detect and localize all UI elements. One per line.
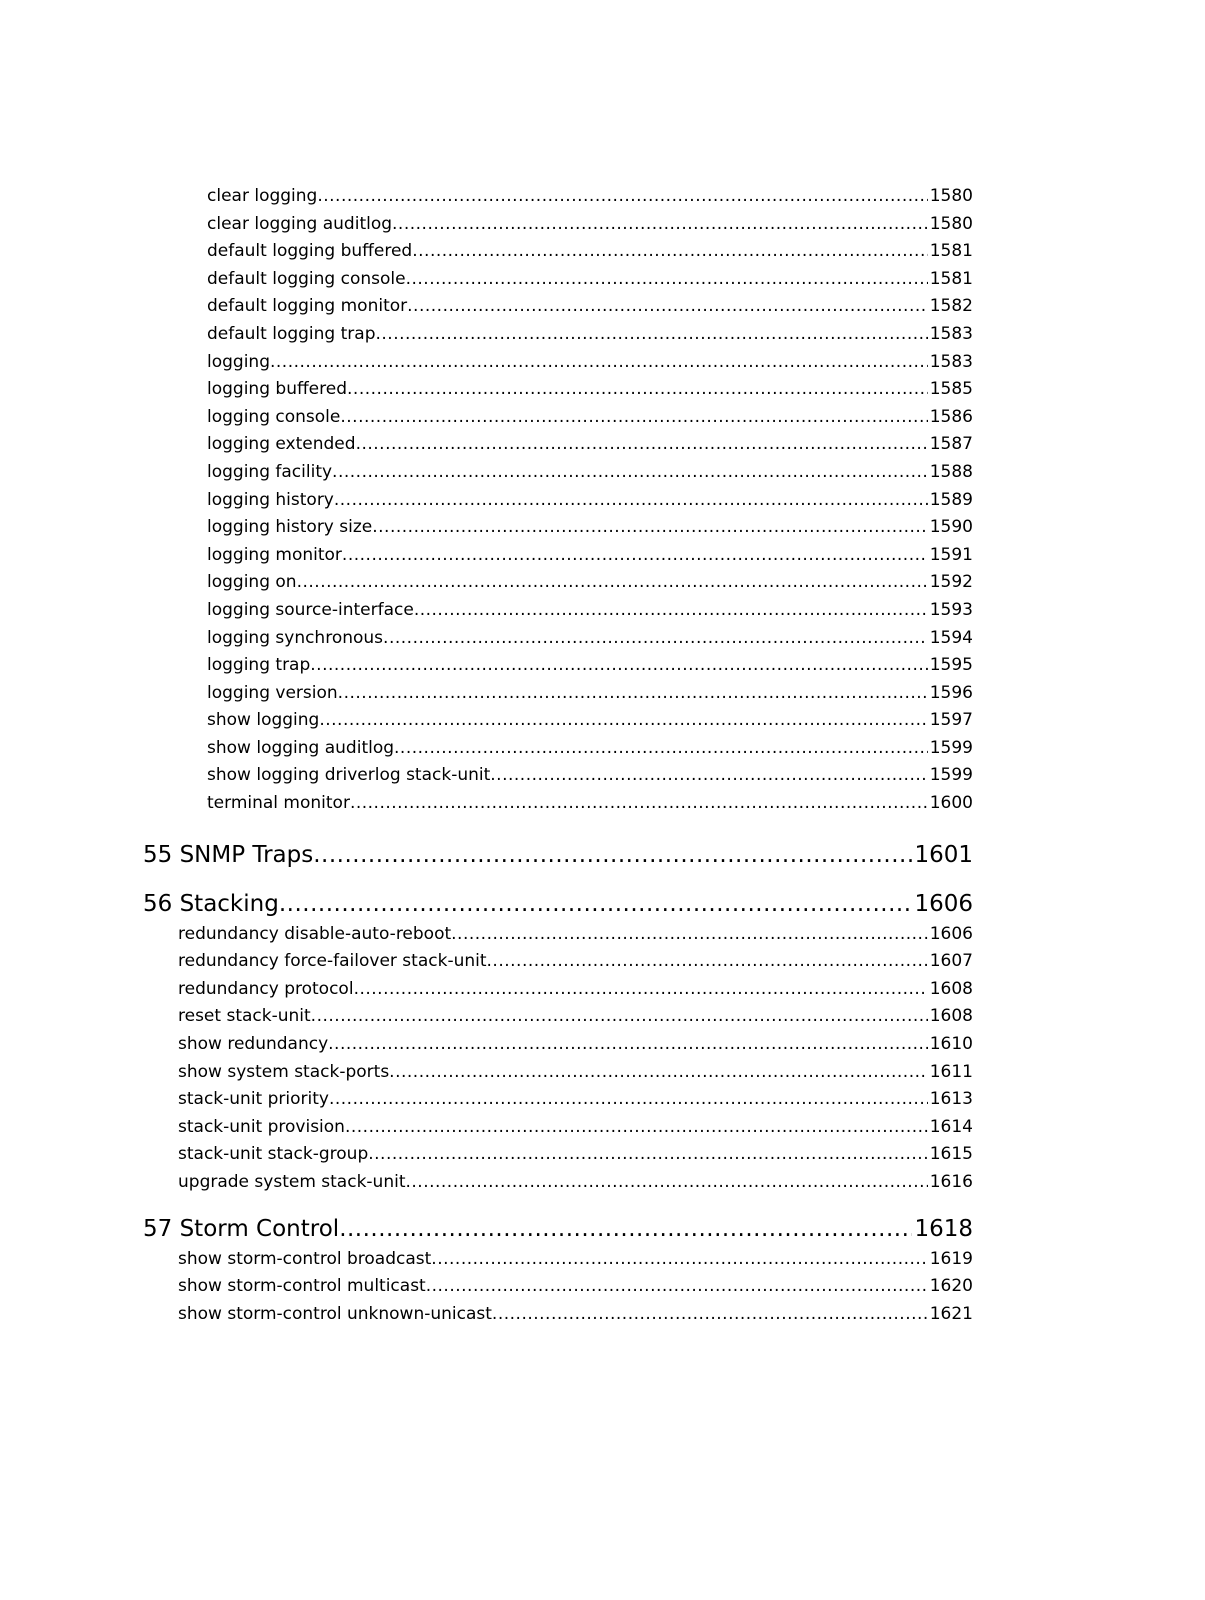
toc-entry[interactable] <box>178 1169 973 1197</box>
toc-entry[interactable] <box>207 376 973 404</box>
toc-entry-page: 1592 <box>929 572 973 593</box>
toc-entry[interactable] <box>178 1031 973 1059</box>
leader-dots <box>405 1169 927 1197</box>
toc-entry-page: 1580 <box>929 186 973 206</box>
leader-dots <box>334 487 928 515</box>
toc-entry-page: 1587 <box>929 434 973 455</box>
leader-dots <box>451 921 928 949</box>
leader-dots <box>356 431 928 459</box>
leader-dots <box>389 1059 928 1087</box>
toc-entry-page: 1589 <box>929 489 973 510</box>
toc-entry[interactable] <box>207 404 973 432</box>
toc-entry[interactable] <box>207 514 973 542</box>
toc-entry-title: logging history <box>207 489 334 510</box>
toc-entry-title: stack-unit priority <box>178 1089 329 1110</box>
toc-entry-title: logging buffered <box>207 379 348 400</box>
toc-entry-title: show logging driverlog stack-unit <box>207 765 491 786</box>
leader-dots <box>332 459 928 487</box>
toc-entry-page: 1614 <box>929 1116 973 1137</box>
toc-entry[interactable] <box>178 1059 973 1087</box>
toc-entry[interactable] <box>207 459 973 487</box>
toc-entry-title: logging extended <box>207 434 356 455</box>
leader-dots <box>279 887 913 921</box>
toc-entry-page: 1611 <box>929 1061 973 1082</box>
toc-entry[interactable] <box>207 597 973 625</box>
leader-dots <box>375 321 927 349</box>
toc-entry[interactable] <box>178 1114 973 1142</box>
toc-entry-title: redundancy protocol <box>178 978 354 999</box>
table-of-contents <box>0 183 1205 1328</box>
leader-dots <box>412 238 928 266</box>
toc-entry-page: 1581 <box>929 268 973 289</box>
toc-entry-page: 1610 <box>929 1034 973 1055</box>
toc-entry[interactable] <box>207 211 973 239</box>
toc-entry-page: 1599 <box>929 737 973 758</box>
toc-entry-page: 1596 <box>929 682 973 703</box>
toc-entry-page: 1607 <box>929 951 973 972</box>
toc-entry-title: logging monitor <box>207 544 342 565</box>
toc-entry-page: 1613 <box>929 1089 973 1110</box>
leader-dots <box>340 404 927 432</box>
toc-entry-page: 1588 <box>929 461 973 482</box>
leader-dots <box>372 514 927 542</box>
toc-entry-page: 1586 <box>929 406 973 427</box>
toc-entry[interactable] <box>207 542 973 570</box>
toc-entry[interactable] <box>178 1273 973 1301</box>
toc-entry[interactable] <box>207 349 973 377</box>
toc-entry[interactable] <box>207 266 973 294</box>
toc-entry-title: default logging buffered <box>207 241 413 262</box>
leader-dots <box>328 1031 928 1059</box>
toc-entry-title: logging trap <box>207 655 311 676</box>
toc-entry-title: logging facility <box>207 461 333 482</box>
toc-entry-title: redundancy force-failover stack-unit <box>178 951 487 972</box>
toc-entry-title: show storm-control multicast <box>178 1276 426 1297</box>
toc-entry-title: logging history size <box>207 517 373 538</box>
toc-entry-page: 1582 <box>929 296 973 317</box>
toc-entry[interactable] <box>207 238 973 266</box>
toc-entry-page: 1597 <box>929 710 973 731</box>
toc-entry[interactable] <box>178 1301 973 1329</box>
toc-entry[interactable] <box>207 293 973 321</box>
toc-entry[interactable] <box>178 1246 973 1274</box>
toc-entry-title: show system stack-ports <box>178 1061 390 1082</box>
toc-entry[interactable] <box>178 1003 973 1031</box>
toc-entry-title: show logging auditlog <box>207 737 395 758</box>
toc-entry-title: logging source-interface <box>207 599 414 620</box>
toc-entry-title: logging version <box>207 682 338 703</box>
toc-entry[interactable] <box>207 680 973 708</box>
toc-entry-page: 1593 <box>929 599 973 620</box>
toc-entry[interactable] <box>207 569 973 597</box>
toc-entry-page: 1583 <box>929 351 973 372</box>
toc-entry-title: stack-unit stack-group <box>178 1144 369 1165</box>
toc-entry-page: 1600 <box>929 793 973 814</box>
leader-dots <box>368 1141 927 1169</box>
toc-entry-title: show storm-control broadcast <box>178 1248 432 1269</box>
toc-entry-title: stack-unit provision <box>178 1116 345 1137</box>
toc-entry[interactable] <box>207 625 973 653</box>
leader-dots <box>342 542 928 570</box>
leader-dots <box>490 762 927 790</box>
toc-entry[interactable] <box>207 735 973 763</box>
leader-dots <box>414 597 928 625</box>
toc-entry-page: 1585 <box>929 379 973 400</box>
toc-entry-title: clear logging auditlog <box>207 213 393 234</box>
toc-entry-title: logging synchronous <box>207 627 384 648</box>
toc-entry-title: upgrade system stack-unit <box>178 1172 406 1192</box>
toc-entry-page: 1599 <box>929 765 973 786</box>
toc-entry[interactable] <box>178 921 973 949</box>
toc-entry-page: 1621 <box>929 1303 973 1324</box>
toc-chapter[interactable] <box>143 838 973 872</box>
toc-entry-title: default logging console <box>207 268 406 289</box>
leader-dots <box>406 266 928 294</box>
toc-entry-page: 1616 <box>929 1172 973 1192</box>
toc-chapter-title: 55 SNMP Traps <box>143 841 314 868</box>
toc-entry-title: terminal monitor <box>207 793 350 814</box>
toc-entry[interactable] <box>207 652 973 680</box>
toc-chapter-page: 1606 <box>914 890 973 917</box>
leader-dots <box>319 707 927 735</box>
toc-entry-page: 1608 <box>929 1006 973 1027</box>
leader-dots <box>297 569 928 597</box>
leader-dots <box>311 1003 928 1031</box>
toc-chapter-title: 57 Storm Control <box>143 1215 340 1242</box>
toc-entry[interactable] <box>207 790 973 818</box>
toc-entry-title: logging <box>207 351 270 372</box>
toc-entry[interactable] <box>207 431 973 459</box>
toc-entry-page: 1590 <box>929 517 973 538</box>
leader-dots <box>492 1301 928 1329</box>
toc-entry-page: 1620 <box>929 1276 973 1297</box>
toc-entry-page: 1606 <box>929 923 973 944</box>
leader-dots <box>487 948 928 976</box>
toc-chapter-page: 1618 <box>914 1215 973 1242</box>
toc-entry-title: clear logging <box>207 186 318 206</box>
leader-dots <box>345 1114 928 1142</box>
leader-dots <box>431 1246 927 1274</box>
toc-entry-page: 1591 <box>929 544 973 565</box>
leader-dots <box>347 376 928 404</box>
toc-entry[interactable] <box>178 948 973 976</box>
leader-dots <box>407 293 928 321</box>
toc-entry[interactable] <box>178 976 973 1004</box>
toc-entry[interactable] <box>207 321 973 349</box>
leader-dots <box>313 838 912 872</box>
leader-dots <box>354 976 928 1004</box>
toc-entry-page: 1595 <box>929 655 973 676</box>
toc-chapter[interactable] <box>143 887 973 921</box>
toc-entry-page: 1619 <box>929 1248 973 1269</box>
leader-dots <box>270 349 928 377</box>
toc-entry-page: 1581 <box>929 241 973 262</box>
toc-entry[interactable] <box>178 1141 973 1169</box>
toc-entry-title: logging on <box>207 572 297 593</box>
toc-entry[interactable] <box>207 183 973 211</box>
toc-entry-title: default logging monitor <box>207 296 408 317</box>
toc-entry-title: logging console <box>207 406 341 427</box>
toc-entry-page: 1583 <box>929 323 973 344</box>
toc-entry-title: default logging trap <box>207 323 376 344</box>
leader-dots <box>317 183 927 211</box>
leader-dots <box>392 211 928 239</box>
leader-dots <box>329 1086 928 1114</box>
toc-entry[interactable] <box>207 762 973 790</box>
toc-chapter[interactable] <box>143 1212 973 1246</box>
toc-entry-page: 1615 <box>929 1144 973 1165</box>
toc-entry-title: reset stack-unit <box>178 1006 311 1027</box>
toc-entry-page: 1608 <box>929 978 973 999</box>
leader-dots <box>310 652 927 680</box>
leader-dots <box>383 625 928 653</box>
toc-entry-page: 1580 <box>929 213 973 234</box>
toc-entry[interactable] <box>207 487 973 515</box>
toc-entry-page: 1594 <box>929 627 973 648</box>
leader-dots <box>339 1212 912 1246</box>
toc-entry-title: show redundancy <box>178 1034 329 1055</box>
leader-dots <box>426 1273 928 1301</box>
toc-chapter-title: 56 Stacking <box>143 890 279 917</box>
toc-chapter-page: 1601 <box>914 841 973 868</box>
toc-entry[interactable] <box>207 707 973 735</box>
toc-entry[interactable] <box>178 1086 973 1114</box>
leader-dots <box>350 790 928 818</box>
leader-dots <box>338 680 928 708</box>
toc-entry-title: show storm-control unknown-unicast <box>178 1303 492 1324</box>
leader-dots <box>394 735 928 763</box>
toc-entry-title: show logging <box>207 710 320 731</box>
toc-entry-title: redundancy disable-auto-reboot <box>178 923 452 944</box>
